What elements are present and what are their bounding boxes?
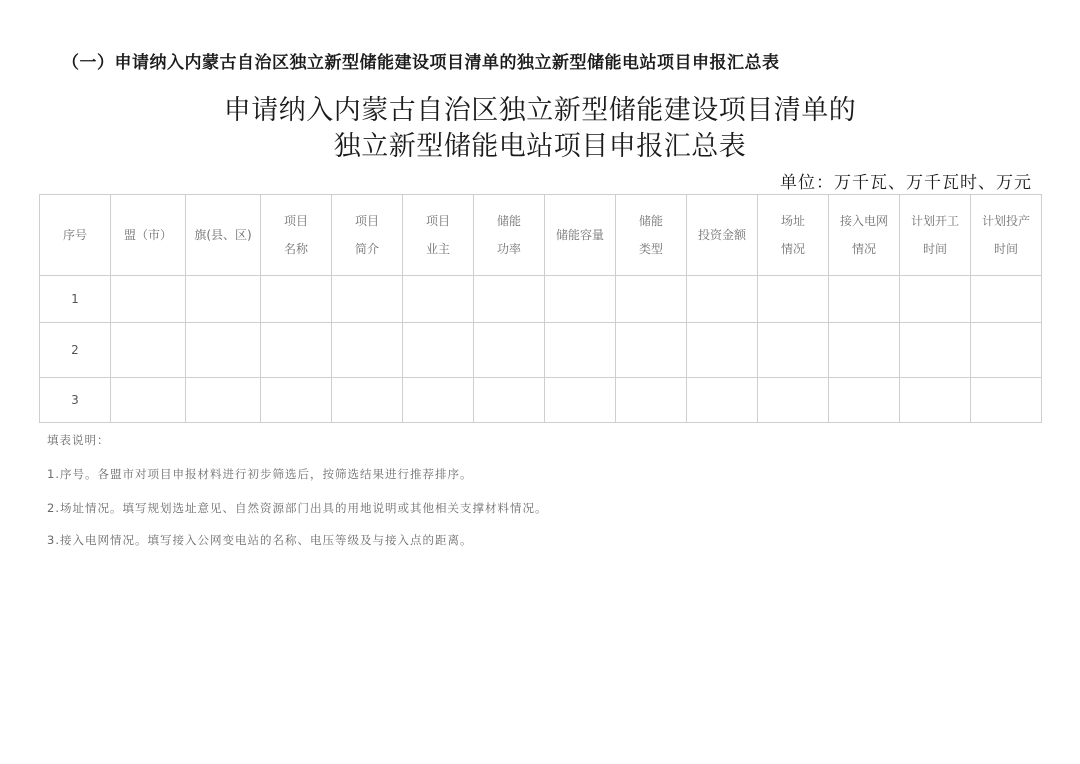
table-cell [616,378,687,423]
table-cell [403,276,474,323]
table-cell [758,276,829,323]
instruction-item: 3.接入电网情况。填写接入公网变电站的名称、电压等级及与接入点的距离。 [47,533,473,547]
header-cell-operation-time: 计划投产 时间 [971,195,1042,276]
table-cell [474,323,545,378]
table-cell [261,378,332,423]
table-cell [829,378,900,423]
table-cell [616,276,687,323]
table-cell [186,378,261,423]
table-cell [474,276,545,323]
table-cell [829,323,900,378]
table-cell [900,276,971,323]
table-cell [261,323,332,378]
row-number: 2 [40,323,111,378]
table-cell [687,323,758,378]
table-cell [829,276,900,323]
table-cell [616,323,687,378]
table-cell [403,378,474,423]
header-cell-site: 场址 情况 [758,195,829,276]
table-cell [758,378,829,423]
table-cell [545,276,616,323]
table-cell [687,276,758,323]
header-cell-grid: 接入电网 情况 [829,195,900,276]
header-cell-storage-capacity: 储能容量 [545,195,616,276]
table-cell [332,378,403,423]
table-cell [332,276,403,323]
table-cell [332,323,403,378]
table-cell [403,323,474,378]
page-title-line-1: 申请纳入内蒙古自治区独立新型储能建设项目清单的 [223,95,857,126]
table-cell [900,323,971,378]
table-cell [758,323,829,378]
header-cell-storage-power: 储能 功率 [474,195,545,276]
table-cell [186,276,261,323]
header-cell-league: 盟（市） [111,195,186,276]
header-cell-project-intro: 项目 简介 [332,195,403,276]
table-cell [261,276,332,323]
table-cell [900,378,971,423]
table-cell [545,378,616,423]
table-cell [186,323,261,378]
instruction-item: 1.序号。各盟市对项目申报材料进行初步筛选后，按筛选结果进行推荐排序。 [47,467,473,481]
summary-table [39,194,1042,423]
section-heading: （一）申请纳入内蒙古自治区独立新型储能建设项目清单的独立新型储能电站项目申报汇总表 [62,53,780,73]
table-cell [111,378,186,423]
header-cell-storage-type: 储能 类型 [616,195,687,276]
table-cell [971,378,1042,423]
instruction-item: 2.场址情况。填写规划选址意见、自然资源部门出具的用地说明或其他相关支撑材料情况。 [47,501,548,515]
table-cell [687,378,758,423]
table-cell [111,323,186,378]
header-cell-investment: 投资金额 [687,195,758,276]
page-title-line-2: 独立新型储能电站项目申报汇总表 [333,131,747,162]
table-row [40,323,1042,378]
table-cell [971,323,1042,378]
row-number: 1 [40,276,111,323]
table-cell [111,276,186,323]
header-cell-start-time: 计划开工 时间 [900,195,971,276]
unit-note: 单位：万千瓦、万千瓦时、万元 [780,173,1032,193]
table-row [40,378,1042,423]
row-number: 3 [40,378,111,423]
header-cell-project-name: 项目 名称 [261,195,332,276]
table-cell [474,378,545,423]
table-header-row [40,195,1042,276]
header-cell-banner: 旗(县、区) [186,195,261,276]
instructions-heading: 填表说明： [47,433,110,447]
header-cell-seq: 序号 [40,195,111,276]
header-cell-project-owner: 项目 业主 [403,195,474,276]
table-cell [545,323,616,378]
table-cell [971,276,1042,323]
table-row [40,276,1042,323]
